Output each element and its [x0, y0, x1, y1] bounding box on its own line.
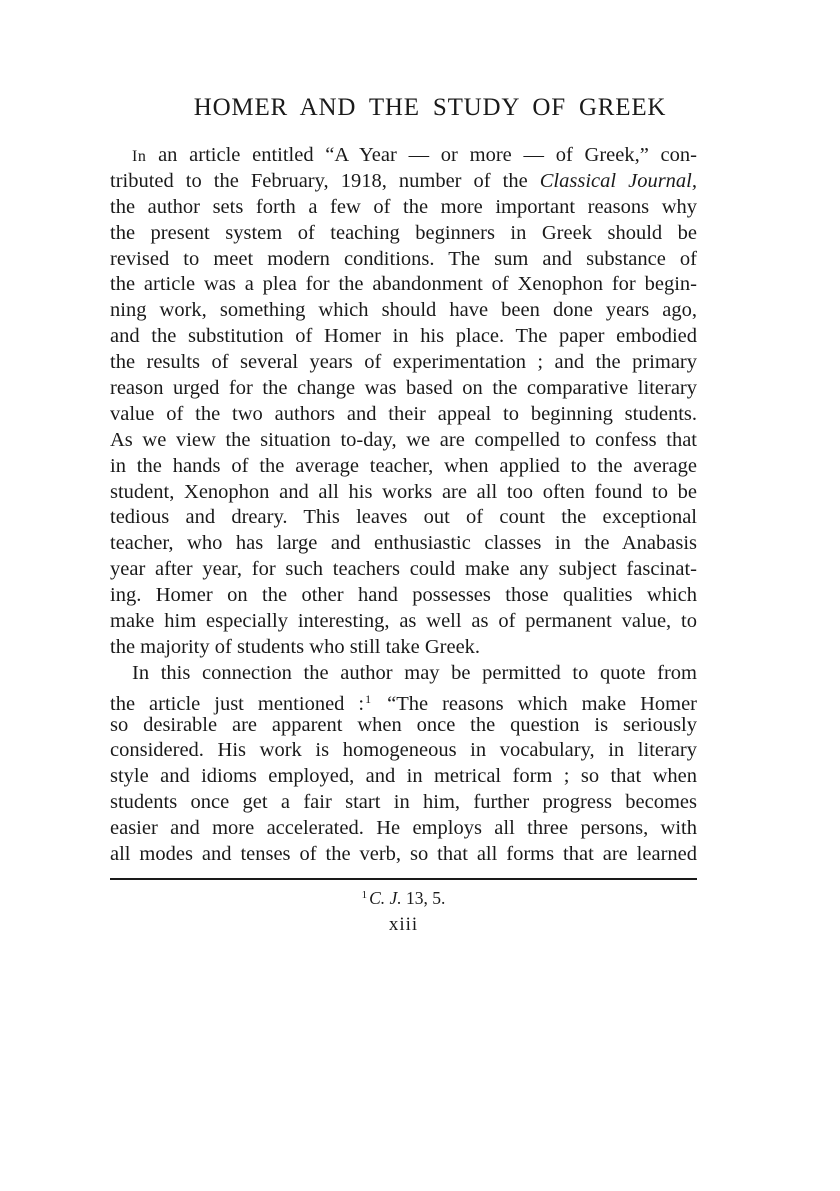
- paragraph-2-line: considered. His work is homogeneous in vocabulary, in literary: [110, 739, 697, 762]
- page-number: xiii: [388, 914, 419, 935]
- paragraph-2-line: easier and more accelerated. He employs all three persons, with: [110, 817, 697, 840]
- paragraph-2-line: [110, 687, 697, 713]
- paragraph-1-line: ing. Homer on the other hand possesses those qualities which: [110, 584, 697, 607]
- line-text: tributed to the February, 1918, number of the: [110, 169, 540, 192]
- paragraph-2-line: style and idioms employed, and in metrical form ; so that when: [110, 765, 697, 788]
- paragraph-1-line: As we view the situation to-day, we are compelled to confess that: [110, 428, 697, 451]
- paragraph-1-line: [110, 143, 697, 169]
- paragraph-1-last-line: the majority of students who still take Greek.: [110, 635, 481, 658]
- paragraph-1-line: student, Xenophon and all his works are all too often found to be: [110, 480, 697, 503]
- paragraph-1-line: the author sets forth a few of the more important reasons why: [110, 195, 697, 218]
- paragraph-1-line: revised to meet modern conditions. The sum and substance of: [110, 247, 697, 270]
- body-text: [110, 143, 697, 868]
- paragraph-1-line: make him especially interesting, as well as of permanent value, to: [110, 610, 697, 633]
- paragraph-1-line: the present system of teaching beginners in Greek should be: [110, 221, 697, 244]
- dropcap-word: In: [132, 148, 147, 165]
- line-text: “The reasons which make Homer: [373, 692, 698, 715]
- paragraph-1-line: and the substitution of Homer in his place. The paper embodied: [110, 325, 697, 348]
- footnote-reference[interactable]: 1: [365, 691, 372, 706]
- paragraph-1-line: reason urged for the change was based on the comparative literary: [110, 377, 697, 400]
- paragraph-1-line: [110, 169, 697, 195]
- paragraph-1-line: value of the two authors and their appeal to beginning students.: [110, 402, 697, 425]
- paragraph-1-line: the results of several years of experimentation ; and the primary: [110, 351, 697, 374]
- journal-title: Classical Journal,: [539, 169, 698, 192]
- chapter-heading: HOMER AND THE STUDY OF GREEK: [193, 94, 667, 121]
- line-text: the article just mentioned :: [110, 692, 365, 715]
- footnote-divider: [110, 878, 697, 880]
- paragraph-1-line: the article was a plea for the abandonment of Xenophon for begin-: [110, 273, 697, 296]
- footnote-citation: C. J.: [369, 888, 402, 908]
- paragraph-1-line: in the hands of the average teacher, when applied to the average: [110, 454, 697, 477]
- paragraph-1-line: ning work, something which should have been done years ago,: [110, 299, 697, 322]
- paragraph-1-line: tedious and dreary. This leaves out of count the exceptional: [110, 506, 697, 529]
- paragraph-1-line: teacher, who has large and enthusiastic classes in the Anabasis: [110, 532, 697, 555]
- line-text: an article entitled “A Year — or more — of Greek,” con-: [146, 144, 697, 166]
- paragraph-2-line: In this connection the author may be permitted to quote from: [132, 661, 697, 684]
- footnote-text: 13, 5.: [401, 888, 446, 908]
- footnote: [110, 888, 697, 909]
- paragraph-2-line: all modes and tenses of the verb, so that all forms that are learned: [110, 843, 697, 866]
- paragraph-2-line: students once get a fair start in him, further progress becomes: [110, 791, 697, 814]
- paragraph-1-line: year after year, for such teachers could make any subject fascinat-: [110, 558, 697, 581]
- footnote-marker: 1: [361, 889, 368, 901]
- paragraph-2-line: so desirable are apparent when once the question is seriously: [110, 713, 697, 736]
